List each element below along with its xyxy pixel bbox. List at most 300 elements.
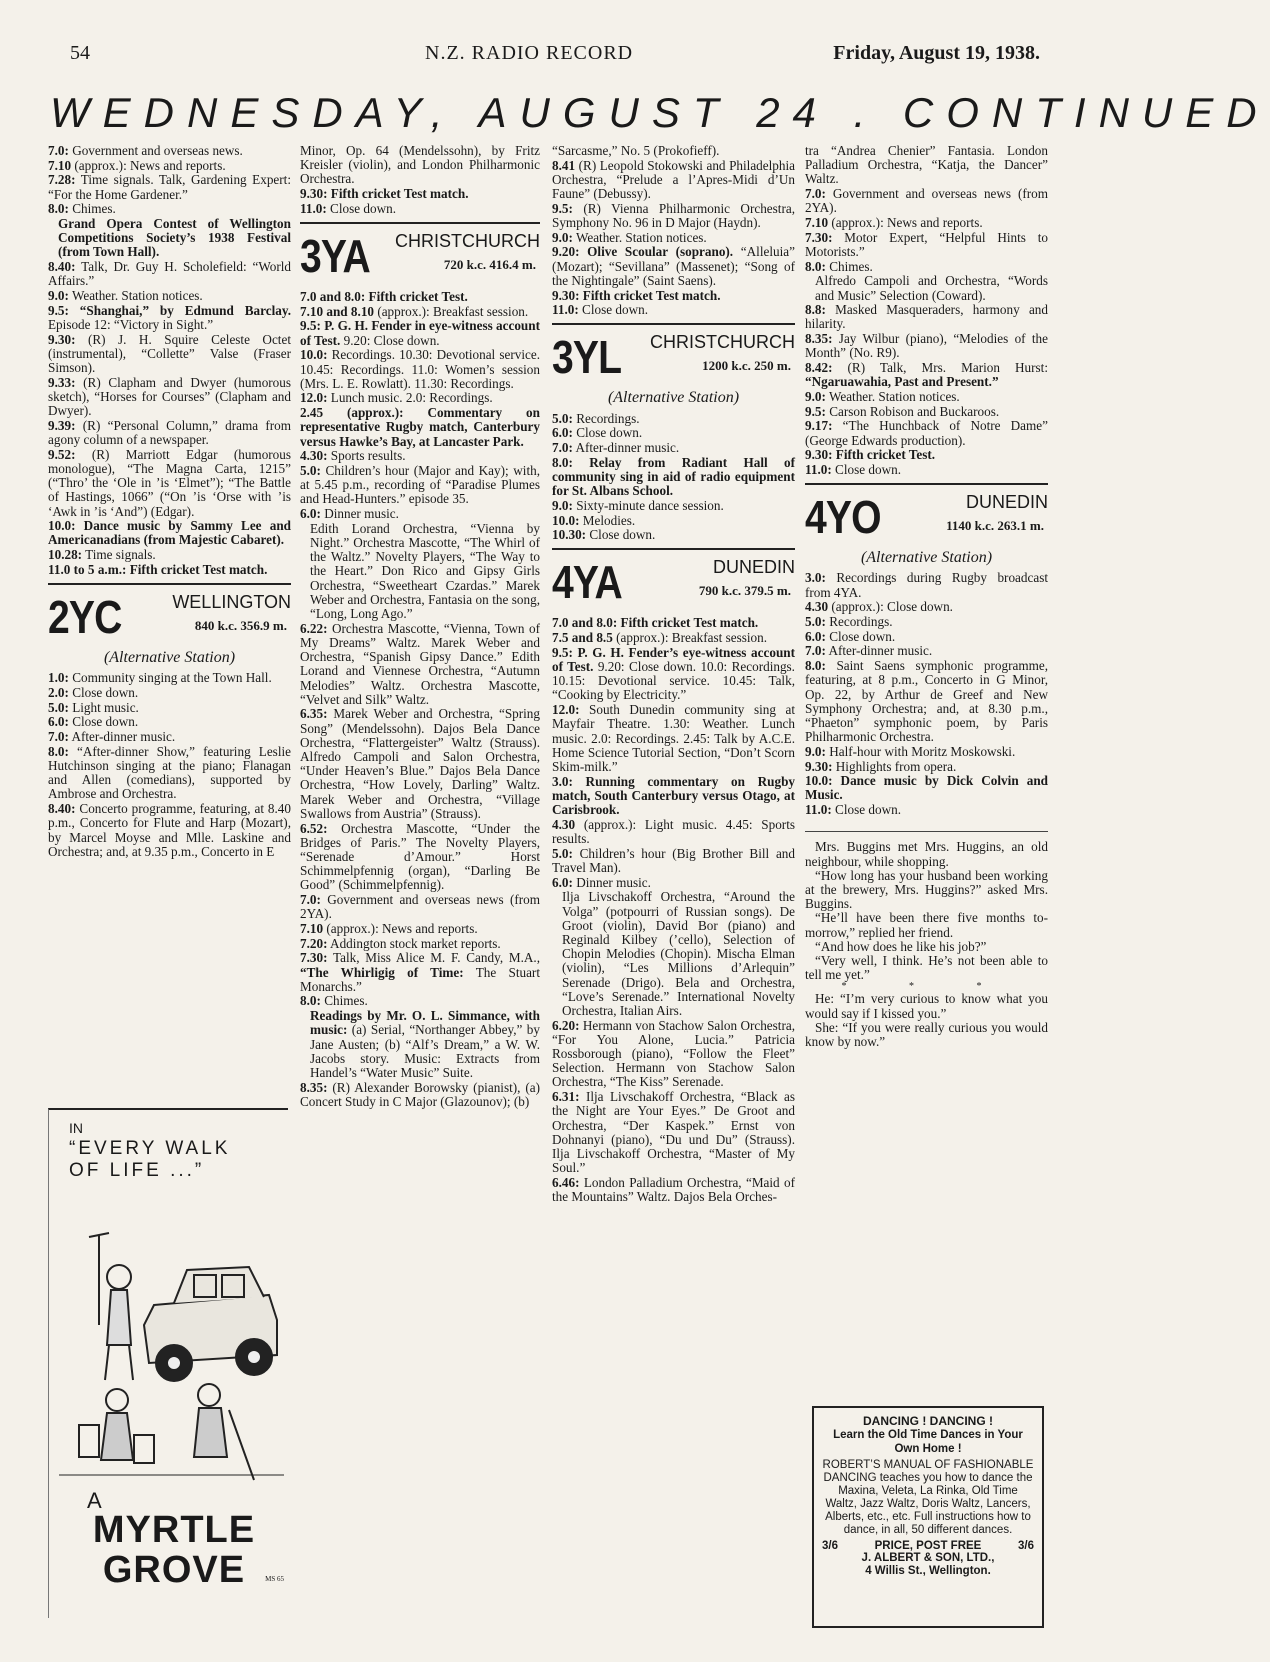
publication-title: N.Z. RADIO RECORD bbox=[425, 42, 634, 64]
schedule-entry bbox=[300, 994, 540, 1008]
schedule-entry bbox=[552, 456, 795, 499]
divider bbox=[805, 831, 1048, 832]
station-note: (Alternative Station) bbox=[860, 549, 993, 567]
entry-text: Chimes. bbox=[320, 993, 368, 1009]
ad-subtitle: Learn the Old Time Dances in Your Own Home ! bbox=[833, 1429, 1023, 1455]
entry-time: 11.0: bbox=[552, 302, 579, 318]
schedule-entry bbox=[552, 289, 795, 303]
schedule-entry bbox=[48, 563, 291, 577]
schedule-entry bbox=[805, 600, 1048, 614]
entry-time: 8.0: bbox=[805, 658, 826, 674]
entry-highlight: Dance music by Dick Colvin and Music. bbox=[805, 773, 1048, 803]
entry-text: Talk, Dr. Guy H. Scholefield: “World Affairs.” bbox=[48, 259, 291, 289]
schedule-entry bbox=[300, 1009, 540, 1080]
entry-time: 9.0: bbox=[805, 388, 826, 404]
station-header-2yc bbox=[48, 591, 291, 649]
entry-text: (approx.): Breakfast session. bbox=[374, 303, 529, 319]
entry-time: 7.0 and 8.0: bbox=[552, 615, 618, 631]
entry-text: Saint Saens symphonic programme, featuring, at 8 p.m., Concerto in G Minor, Op. 22, by Arthur de Greef and New Symphony Orchestra; and, at 8.30 p.m., “Phaeton” symphonic poem, by Paris Philharmonic Orchestra. bbox=[805, 658, 1048, 745]
entry-text: Government and overseas news. bbox=[68, 143, 243, 158]
entry-text: 9.20: Close down. 10.0: Recordings. 10.15: Devotional service. 10.45: Talk, “Cooking by Electricity.” bbox=[552, 659, 795, 703]
schedule-entry bbox=[300, 522, 540, 621]
ad-article: A bbox=[87, 1488, 102, 1513]
price-left: 3/6 bbox=[822, 1540, 838, 1552]
schedule-entry bbox=[552, 1019, 795, 1090]
schedule-entry bbox=[48, 519, 291, 547]
schedule-entry bbox=[552, 202, 795, 230]
entry-text: After-dinner music. bbox=[68, 729, 176, 745]
schedule-entry bbox=[48, 671, 291, 685]
entry-time: 6.46: bbox=[552, 1174, 580, 1190]
schedule-entry bbox=[300, 319, 540, 347]
entry-time: 9.33: bbox=[48, 374, 76, 390]
station-city: DUNEDIN bbox=[965, 492, 1048, 513]
entry-text: Marek Weber and Orchestra, “Spring Song” (Mendelssohn). Dajos Bela Dance Orchestra, “Flattergeister” Waltz (Strauss). Alfredo Campoli and Salon Orchestra, “Under Heaven’s Blue.” Dajos Bela Dance Orchestra, “How Lovely, Darling” Waltz. Marek Weber and Orchestra, “Village Swallows from Austria” (Strauss). bbox=[300, 706, 540, 821]
entry-text: (approx.): News and reports. bbox=[828, 215, 983, 231]
station-frequency: 1140 k.c. 263.1 m. bbox=[946, 518, 1044, 534]
station-header-3ya bbox=[300, 230, 540, 288]
station-city: WELLINGTON bbox=[172, 592, 291, 613]
schedule-entry bbox=[552, 245, 795, 288]
entry-time: 7.30: bbox=[805, 229, 833, 245]
schedule-entry bbox=[300, 391, 540, 405]
entry-time: 7.0: bbox=[300, 892, 321, 908]
entry-text: Hermann von Stachow Salon Orchestra, “For You Alone, Lucia.” Patricia Rossborough (piano), “Follow the Fleet” Selection. Hermann von Stachow Salon Orchestra, “The Kiss” Serenade. bbox=[552, 1017, 795, 1090]
entry-text: (approx.): News and reports. bbox=[323, 920, 478, 936]
station-frequency: 720 k.c. 416.4 m. bbox=[443, 257, 536, 273]
entry-time: 2.45 (approx.): bbox=[300, 405, 404, 421]
page-banner: WEDNESDAY, AUGUST 24 . CONTINUED bbox=[50, 89, 1270, 136]
column-1 bbox=[48, 144, 291, 859]
entry-text: tra “Andrea Chenier” Fantasia. London Palladium Orchestra, “Katja, the Dancer” Waltz. bbox=[805, 143, 1048, 187]
entry-time: 7.10 bbox=[300, 920, 324, 936]
entry-time: 6.0: bbox=[300, 506, 321, 522]
schedule-entry bbox=[552, 1176, 795, 1204]
entry-time: 9.30: bbox=[805, 758, 833, 774]
page-header bbox=[70, 42, 1040, 72]
entry-time: 9.5: bbox=[48, 302, 69, 318]
entry-time: 9.20: bbox=[552, 244, 580, 260]
schedule-entry bbox=[300, 507, 540, 521]
divider bbox=[300, 222, 540, 224]
entry-time: 11.0: bbox=[805, 461, 832, 477]
entry-text: Recordings. 10.30: Devotional service. 10.45: Recordings. 11.0: Women’s session (Mrs. L. E. Rowlatt). 11.30: Recordings. bbox=[300, 347, 540, 391]
entry-highlight: Fifth cricket Test match. bbox=[579, 287, 721, 303]
entry-time: 7.30: bbox=[300, 950, 328, 966]
entry-time: 11.0: bbox=[805, 802, 832, 818]
ad-in-text: IN bbox=[69, 1120, 83, 1136]
entry-time: 7.0: bbox=[552, 440, 573, 456]
entry-time: 8.8: bbox=[805, 302, 826, 318]
entry-time: 1.0: bbox=[48, 670, 69, 686]
entry-text: Time signals. Talk, Gardening Expert: “For the Home Gardener.” bbox=[48, 172, 291, 202]
section-separator: * * * bbox=[841, 981, 1012, 993]
entry-text: Edith Lorand Orchestra, “Vienna by Night.” Orchestra Mascotte, “The Whirl of the Waltz.” Novelty Players, “The Way to the Heart.” Don Rico and Gipsy Girls Orchestra, “Sweetheart Czardas.” Marek Weber and Orchestra, Fantasia on the song, “Long, Long Ago.” bbox=[310, 520, 540, 621]
entry-text: South Dunedin community sing at Mayfair Theatre. 1.30: Weather. Lunch music. 2.0: Recordings. 2.45: Talk by A.C.E. Home Science Tutorial Section, “Don’t Scorn Skim-milk.” bbox=[552, 702, 795, 774]
entry-highlight: “Ngaruawahia, Past and Present.” bbox=[805, 374, 999, 390]
entry-highlight: P. G. H. Fender in eye-witness account of Test. bbox=[300, 318, 540, 348]
entry-highlight: “The Whirligig of Time: bbox=[300, 964, 464, 980]
entry-time: 4.30 bbox=[552, 816, 576, 832]
station-city: DUNEDIN bbox=[712, 557, 795, 578]
entry-time: 9.52: bbox=[48, 446, 76, 462]
entry-text: Sixty-minute dance session. bbox=[572, 497, 724, 513]
station-note: (Alternative Station) bbox=[103, 649, 236, 667]
entry-text: “After-dinner Show,” featuring Leslie Hutchinson singing at the piano; Flanagan and Allen (comedians), supported by Ambrose and Orchestra. bbox=[48, 743, 291, 802]
price-label: PRICE, POST FREE bbox=[874, 1540, 982, 1552]
entry-time: 6.0: bbox=[48, 714, 69, 730]
entry-time: 10.0: bbox=[300, 347, 328, 363]
entry-time: 9.0: bbox=[552, 497, 573, 513]
schedule-entry bbox=[552, 818, 795, 846]
entry-text: Lunch music. 2.0: Recordings. bbox=[327, 390, 493, 406]
entry-time: 10.0: bbox=[805, 773, 833, 789]
entry-time: 8.35: bbox=[300, 1079, 328, 1095]
station-header-3yl bbox=[552, 331, 795, 389]
entry-time: 10.30: bbox=[552, 527, 587, 543]
schedule-entry bbox=[805, 274, 1048, 302]
entry-time: 5.0: bbox=[805, 613, 826, 629]
story-paragraph: Mrs. Buggins met Mrs. Huggins, an old neighbour, while shopping. bbox=[805, 839, 1048, 869]
schedule-entry bbox=[805, 803, 1048, 817]
entry-time: 7.28: bbox=[48, 172, 76, 188]
entry-text: Close down. bbox=[831, 802, 901, 818]
station-frequency: 840 k.c. 356.9 m. bbox=[194, 618, 287, 634]
schedule-entry bbox=[48, 548, 291, 562]
entry-text: (approx.): Breakfast session. bbox=[612, 630, 768, 646]
schedule-entry bbox=[805, 260, 1048, 274]
ad-code: MS 65 bbox=[265, 1575, 284, 1583]
entry-text: Orchestra Mascotte, “Under the Bridges of Paris.” The Novelty Players, “Serenade d’Amour.” Horst Schimmelpfennig (organ), “Darling Be Good” (Schimmelpfennig). bbox=[300, 820, 540, 893]
schedule-list bbox=[552, 412, 795, 543]
entry-time: 9.39: bbox=[48, 417, 76, 433]
entry-highlight: Fifth cricket Test. bbox=[365, 289, 468, 305]
schedule-entry bbox=[805, 361, 1048, 389]
entry-text: Close down. bbox=[825, 628, 896, 644]
entry-time: 6.0: bbox=[552, 874, 573, 890]
entry-time: 6.52: bbox=[300, 820, 328, 836]
entry-time: 7.0: bbox=[48, 729, 69, 745]
schedule-entry bbox=[300, 202, 540, 216]
schedule-entry bbox=[552, 847, 795, 875]
column-3 bbox=[552, 144, 795, 1205]
schedule-entry bbox=[48, 419, 291, 447]
entry-text: Orchestra Mascotte, “Vienna, Town of My Dreams” Waltz. Marek Weber and Orchestra, “Spanish Gipsy Dance.” Edith Lorand and Viennese Orchestra, “Autumn Melodies” Waltz. Orchestra Mascotte, “Velvet and Silk” Waltz. bbox=[300, 620, 540, 707]
entry-text: (approx.): Close down. bbox=[828, 599, 953, 615]
entry-text: Close down. bbox=[831, 461, 901, 477]
entry-time: 8.0: bbox=[48, 201, 69, 217]
schedule-entry bbox=[552, 441, 795, 455]
entry-highlight: Fifth cricket Test. bbox=[832, 447, 936, 463]
entry-text: After-dinner music. bbox=[572, 440, 680, 456]
entry-text: Episode 12: “Victory in Sight.” bbox=[48, 316, 214, 332]
schedule-entry bbox=[552, 703, 795, 774]
entry-text: Ilja Livschakoff Orchestra, “Around the Volga” (potpourri of Russian songs). De Groot (violin), David Bor (piano) and Reginald Kilbey (’cello), Selection of Chopin Melodies (Chopin). Mischa Elman (violin), “Les Millions d’Arlequin” Serenade (Drigo). Bela and Orchestra, “Love’s Serenade.” International Novelty Orchestra, Italian Airs. bbox=[562, 889, 795, 1018]
entry-text: Chimes. bbox=[825, 258, 873, 274]
station-frequency: 1200 k.c. 250 m. bbox=[702, 358, 791, 374]
entry-time: 6.0: bbox=[805, 628, 826, 644]
entry-time: 11.0 to 5 a.m.: bbox=[48, 561, 127, 577]
entry-text: Close down. bbox=[68, 685, 139, 700]
entry-time: 8.35: bbox=[805, 331, 833, 347]
entry-text: Minor, Op. 64 (Mendelssohn), by Fritz Kreisler (violin), and London Philharmonic Orchestra. bbox=[300, 143, 540, 187]
entry-text: Dinner music. bbox=[320, 506, 399, 522]
entry-time: 8.40: bbox=[48, 801, 76, 817]
schedule-entry bbox=[300, 893, 540, 921]
entry-text: (R) Clapham and Dwyer (humorous sketch), “Horses for Courses” (Clapham and Dwyer). bbox=[48, 374, 291, 419]
entry-time: 7.0: bbox=[805, 643, 826, 659]
entry-highlight: Fifth cricket Test match. bbox=[126, 561, 268, 577]
entry-time: 9.5: bbox=[552, 644, 573, 660]
schedule-entry bbox=[48, 144, 291, 158]
entry-text: Highlights from opera. bbox=[832, 758, 957, 774]
schedule-entry bbox=[805, 405, 1048, 419]
entry-text: (approx.): News and reports. bbox=[71, 157, 226, 173]
ad-body: ROBERT’S MANUAL OF FASHIONABLE DANCING teaches you how to dance the Maxina, Veleta, La Rinka, Old Time Waltz, Jazz Waltz, Doris Waltz, Lancers, Alberts, etc., etc. Full instructions how to dance, in all, 50 different dances. bbox=[822, 1459, 1034, 1536]
schedule-entry bbox=[48, 376, 291, 419]
schedule-entry bbox=[48, 159, 291, 173]
entry-text: After-dinner music. bbox=[825, 643, 933, 659]
entry-text: Recordings. bbox=[825, 613, 893, 629]
entry-time: 9.5: bbox=[805, 403, 826, 419]
schedule-entry bbox=[805, 390, 1048, 404]
entry-text: The Stuart Monarchs.” bbox=[300, 964, 540, 994]
schedule-list bbox=[552, 144, 795, 317]
entry-highlight: Fifth cricket Test match. bbox=[327, 186, 469, 202]
story-paragraph: He: “I’m very curious to know what you would say if I kissed you.” bbox=[805, 991, 1048, 1021]
entry-text: “The Hunchback of Notre Dame” (George Edwards production). bbox=[805, 418, 1048, 448]
entry-text: (R) J. H. Squire Celeste Octet (instrumental), “Collette” Valse (Fraser Simson). bbox=[48, 331, 291, 376]
schedule-entry bbox=[552, 1090, 795, 1175]
entry-time: 10.28: bbox=[48, 547, 83, 563]
schedule-entry bbox=[48, 715, 291, 729]
schedule-entry bbox=[300, 406, 540, 449]
station-call-sign: 4YA bbox=[552, 556, 622, 609]
story-paragraph: “He’ll have been there five months to-morrow,” replied her friend. bbox=[805, 910, 1048, 940]
entry-time: 11.0: bbox=[300, 200, 327, 216]
schedule-entry bbox=[805, 760, 1048, 774]
ad-advertiser: J. ALBERT & SON, LTD., bbox=[861, 1552, 995, 1564]
story-paragraph: “And how does he like his job?” bbox=[815, 938, 987, 954]
entry-text: Jay Wilbur (piano), “Melodies of the Month” (No. R9). bbox=[805, 331, 1048, 361]
entry-text: Weather. Station notices. bbox=[572, 229, 707, 245]
entry-text: London Palladium Orchestra, “Maid of the Mountains” Waltz. Dajos Bela Orches- bbox=[552, 1174, 795, 1205]
schedule-entry bbox=[552, 159, 795, 202]
entry-time: 5.0: bbox=[48, 699, 69, 715]
entry-text: Half-hour with Moritz Moskowski. bbox=[825, 743, 1016, 759]
entry-text: Talk, Miss Alice M. F. Candy, M.A., bbox=[327, 950, 540, 966]
schedule-entry bbox=[552, 514, 795, 528]
entry-text: Masked Masqueraders, harmony and hilarity. bbox=[805, 302, 1048, 332]
schedule-entry bbox=[300, 1081, 540, 1109]
entry-text: Alfredo Campoli and Orchestra, “Words and Music” Selection (Coward). bbox=[815, 273, 1048, 303]
schedule-entry bbox=[805, 644, 1048, 658]
station-call-sign: 3YL bbox=[552, 331, 622, 384]
entry-highlight: Fifth cricket Test match. bbox=[617, 615, 759, 631]
entry-text: Close down. bbox=[68, 714, 139, 730]
entry-time: 8.0: bbox=[552, 454, 573, 470]
schedule-list bbox=[300, 144, 540, 216]
dancing-advertisement bbox=[812, 1406, 1044, 1628]
station-city: CHRISTCHURCH bbox=[395, 231, 540, 252]
schedule-entry bbox=[552, 144, 795, 158]
schedule-entry bbox=[48, 701, 291, 715]
entry-text: Concerto programme, featuring, at 8.40 p.m., Concerto for Flute and Harp (Mozart), by Marcel Moyse and Mlle. Laskine and Orchestra; and, at 9.35 p.m., Concerto in E bbox=[48, 801, 291, 859]
schedule-entry bbox=[552, 412, 795, 426]
entry-time: 8.42: bbox=[805, 360, 833, 376]
entry-text: Dinner music. bbox=[572, 874, 651, 890]
entry-text: Community singing at the Town Hall. bbox=[68, 670, 272, 686]
entry-text: Recordings during Rugby broadcast from 4YA. bbox=[805, 570, 1048, 600]
divider bbox=[48, 583, 291, 585]
schedule-entry bbox=[48, 173, 291, 201]
schedule-entry bbox=[805, 571, 1048, 599]
schedule-list bbox=[805, 144, 1048, 477]
schedule-entry bbox=[48, 802, 291, 859]
station-header-4yo bbox=[805, 491, 1048, 549]
entry-highlight: Dance music by Sammy Lee and Americanadians (from Majestic Cabaret). bbox=[48, 518, 291, 548]
schedule-entry bbox=[300, 922, 540, 936]
schedule-entry bbox=[552, 876, 795, 890]
entry-time: 6.31: bbox=[552, 1089, 580, 1105]
ad-title: DANCING ! DANCING ! bbox=[863, 1414, 993, 1428]
price-right: 3/6 bbox=[1018, 1540, 1034, 1552]
schedule-entry bbox=[48, 217, 291, 260]
entry-time: 9.30: bbox=[805, 447, 833, 463]
entry-highlight: Relay from Radiant Hall of community sing in aid of radio equipment for St. Albans School. bbox=[552, 454, 795, 499]
schedule-entry bbox=[805, 615, 1048, 629]
schedule-entry bbox=[805, 630, 1048, 644]
entry-time: 5.0: bbox=[300, 462, 321, 478]
entry-time: 9.0: bbox=[552, 229, 573, 245]
entry-highlight: Readings by Mr. O. L. Simmance, with music: bbox=[310, 1008, 540, 1038]
schedule-entry bbox=[552, 231, 795, 245]
entry-highlight: “Shanghai,” by Edmund Barclay. bbox=[68, 302, 291, 318]
schedule-entry bbox=[552, 426, 795, 440]
entry-time: 7.0 and 8.0: bbox=[300, 289, 366, 305]
ad-slogan: “EVERY WALK OF LIFE ...” bbox=[69, 1138, 231, 1181]
entry-text: Addington stock market reports. bbox=[327, 935, 501, 951]
brand-name: MYRTLE GROVE bbox=[92, 1509, 256, 1591]
schedule-entry bbox=[48, 289, 291, 303]
entry-time: 8.0: bbox=[300, 993, 321, 1009]
schedule-entry bbox=[805, 187, 1048, 215]
schedule-entry bbox=[48, 333, 291, 376]
schedule-entry bbox=[300, 305, 540, 319]
entry-highlight: Commentary on representative Rugby match, Canterbury versus Hawke’s Bay, at Lancaster Park. bbox=[300, 405, 540, 449]
entry-time: 8.41 bbox=[552, 157, 576, 173]
entry-time: 9.0: bbox=[805, 743, 826, 759]
entry-time: 8.40: bbox=[48, 259, 76, 275]
entry-time: 3.0: bbox=[552, 773, 573, 789]
humour-story bbox=[805, 840, 1048, 1049]
myrtle-grove-advertisement bbox=[48, 1108, 288, 1618]
ad-illustration bbox=[59, 1195, 284, 1485]
entry-text: Motor Expert, “Helpful Hints to Motorists.” bbox=[805, 229, 1048, 259]
ad-price-line bbox=[822, 1540, 1034, 1552]
schedule-entry bbox=[300, 290, 540, 304]
entry-text: Government and overseas news (from 2YA). bbox=[300, 892, 540, 922]
entry-text: Close down. bbox=[326, 200, 396, 216]
station-frequency: 790 k.c. 379.5 m. bbox=[698, 583, 791, 599]
entry-text: Time signals. bbox=[82, 547, 156, 563]
entry-text: Close down. bbox=[586, 527, 656, 543]
schedule-entry bbox=[805, 463, 1048, 477]
entry-time: 7.20: bbox=[300, 935, 328, 951]
entry-time: 9.30: bbox=[48, 331, 76, 347]
schedule-entry bbox=[552, 616, 795, 630]
schedule-entry bbox=[805, 231, 1048, 259]
entry-text: Weather. Station notices. bbox=[825, 388, 960, 404]
schedule-entry bbox=[552, 890, 795, 1018]
entry-text: Light music. bbox=[68, 699, 139, 715]
entry-text: 9.20: Close down. bbox=[340, 332, 440, 348]
page-number: 54 bbox=[70, 42, 90, 64]
entry-text: (R) Alexander Borowsky (pianist), (a) Concert Study in C Major (Glazounov); (b) bbox=[300, 1079, 540, 1109]
entry-time: 5.0: bbox=[552, 410, 573, 426]
issue-date: Friday, August 19, 1938. bbox=[833, 42, 1040, 64]
schedule-entry bbox=[48, 260, 291, 288]
entry-text: Chimes. bbox=[68, 201, 116, 217]
schedule-entry bbox=[805, 216, 1048, 230]
entry-time: 10.0: bbox=[48, 518, 76, 534]
entry-time: 12.0: bbox=[300, 390, 328, 406]
entry-time: 6.22: bbox=[300, 620, 328, 636]
entry-time: 7.10 bbox=[48, 157, 72, 173]
schedule-entry bbox=[48, 202, 291, 216]
station-header-4ya bbox=[552, 556, 795, 614]
entry-highlight: Running commentary on Rugby match, South Canterbury versus Otago, at Carisbrook. bbox=[552, 773, 795, 818]
entry-text: (a) Serial, “Northanger Abbey,” by Jane Austen; (b) “Alf’s Dream,” a W. W. Jacobs story. Music: Extracts from Handel’s “Water Music” Suite. bbox=[310, 1022, 540, 1080]
entry-time: 2.0: bbox=[48, 685, 69, 700]
entry-time: 7.5 and 8.5 bbox=[552, 630, 613, 646]
entry-time: 6.35: bbox=[300, 706, 328, 722]
schedule-entry bbox=[552, 528, 795, 542]
story-paragraph: “Very well, I think. He’s not been able to tell me yet.” bbox=[805, 952, 1048, 983]
entry-time: 7.10 and 8.10 bbox=[300, 303, 375, 319]
station-city: CHRISTCHURCH bbox=[650, 332, 795, 353]
schedule-list bbox=[805, 571, 1048, 817]
entry-text: Children’s hour (Big Brother Bill and Travel Man). bbox=[552, 845, 795, 875]
entry-text: Government and overseas news (from 2YA). bbox=[805, 186, 1048, 216]
entry-text: “Alleluia” (Mozart); “Sevillana” (Massenet); “Song of the Nightingale” (Saint Saens). bbox=[552, 244, 795, 288]
column-4 bbox=[805, 144, 1048, 1049]
schedule-entry bbox=[300, 144, 540, 187]
entry-time: 9.30: bbox=[552, 287, 580, 303]
entry-highlight: Grand Opera Contest of Wellington Competitions Society’s 1938 Festival (from Town Hall). bbox=[58, 216, 291, 260]
entry-time: 7.0: bbox=[48, 143, 69, 158]
schedule-entry bbox=[48, 448, 291, 519]
entry-text: Close down. bbox=[578, 302, 648, 318]
schedule-list bbox=[48, 144, 291, 577]
schedule-list bbox=[300, 290, 540, 1109]
entry-text: (R) “Personal Column,” drama from agony column of a newspaper. bbox=[48, 417, 291, 448]
entry-time: 8.0: bbox=[48, 743, 69, 759]
entry-time: 9.30: bbox=[300, 186, 328, 202]
entry-time: 9.5: bbox=[300, 318, 321, 334]
station-note: (Alternative Station) bbox=[607, 389, 740, 407]
entry-time: 4.30: bbox=[300, 448, 328, 464]
schedule-entry bbox=[552, 303, 795, 317]
story-paragraph: She: “If you were really curious you would know by now.” bbox=[805, 1019, 1048, 1049]
schedule-entry bbox=[805, 419, 1048, 447]
entry-highlight: P. G. H. Fender’s eye-witness account of Test. bbox=[552, 644, 795, 675]
schedule-entry bbox=[552, 499, 795, 513]
entry-time: 7.10 bbox=[805, 215, 829, 231]
schedule-entry bbox=[300, 348, 540, 391]
ad-address: 4 Willis St., Wellington. bbox=[865, 1565, 991, 1577]
divider bbox=[805, 483, 1048, 485]
